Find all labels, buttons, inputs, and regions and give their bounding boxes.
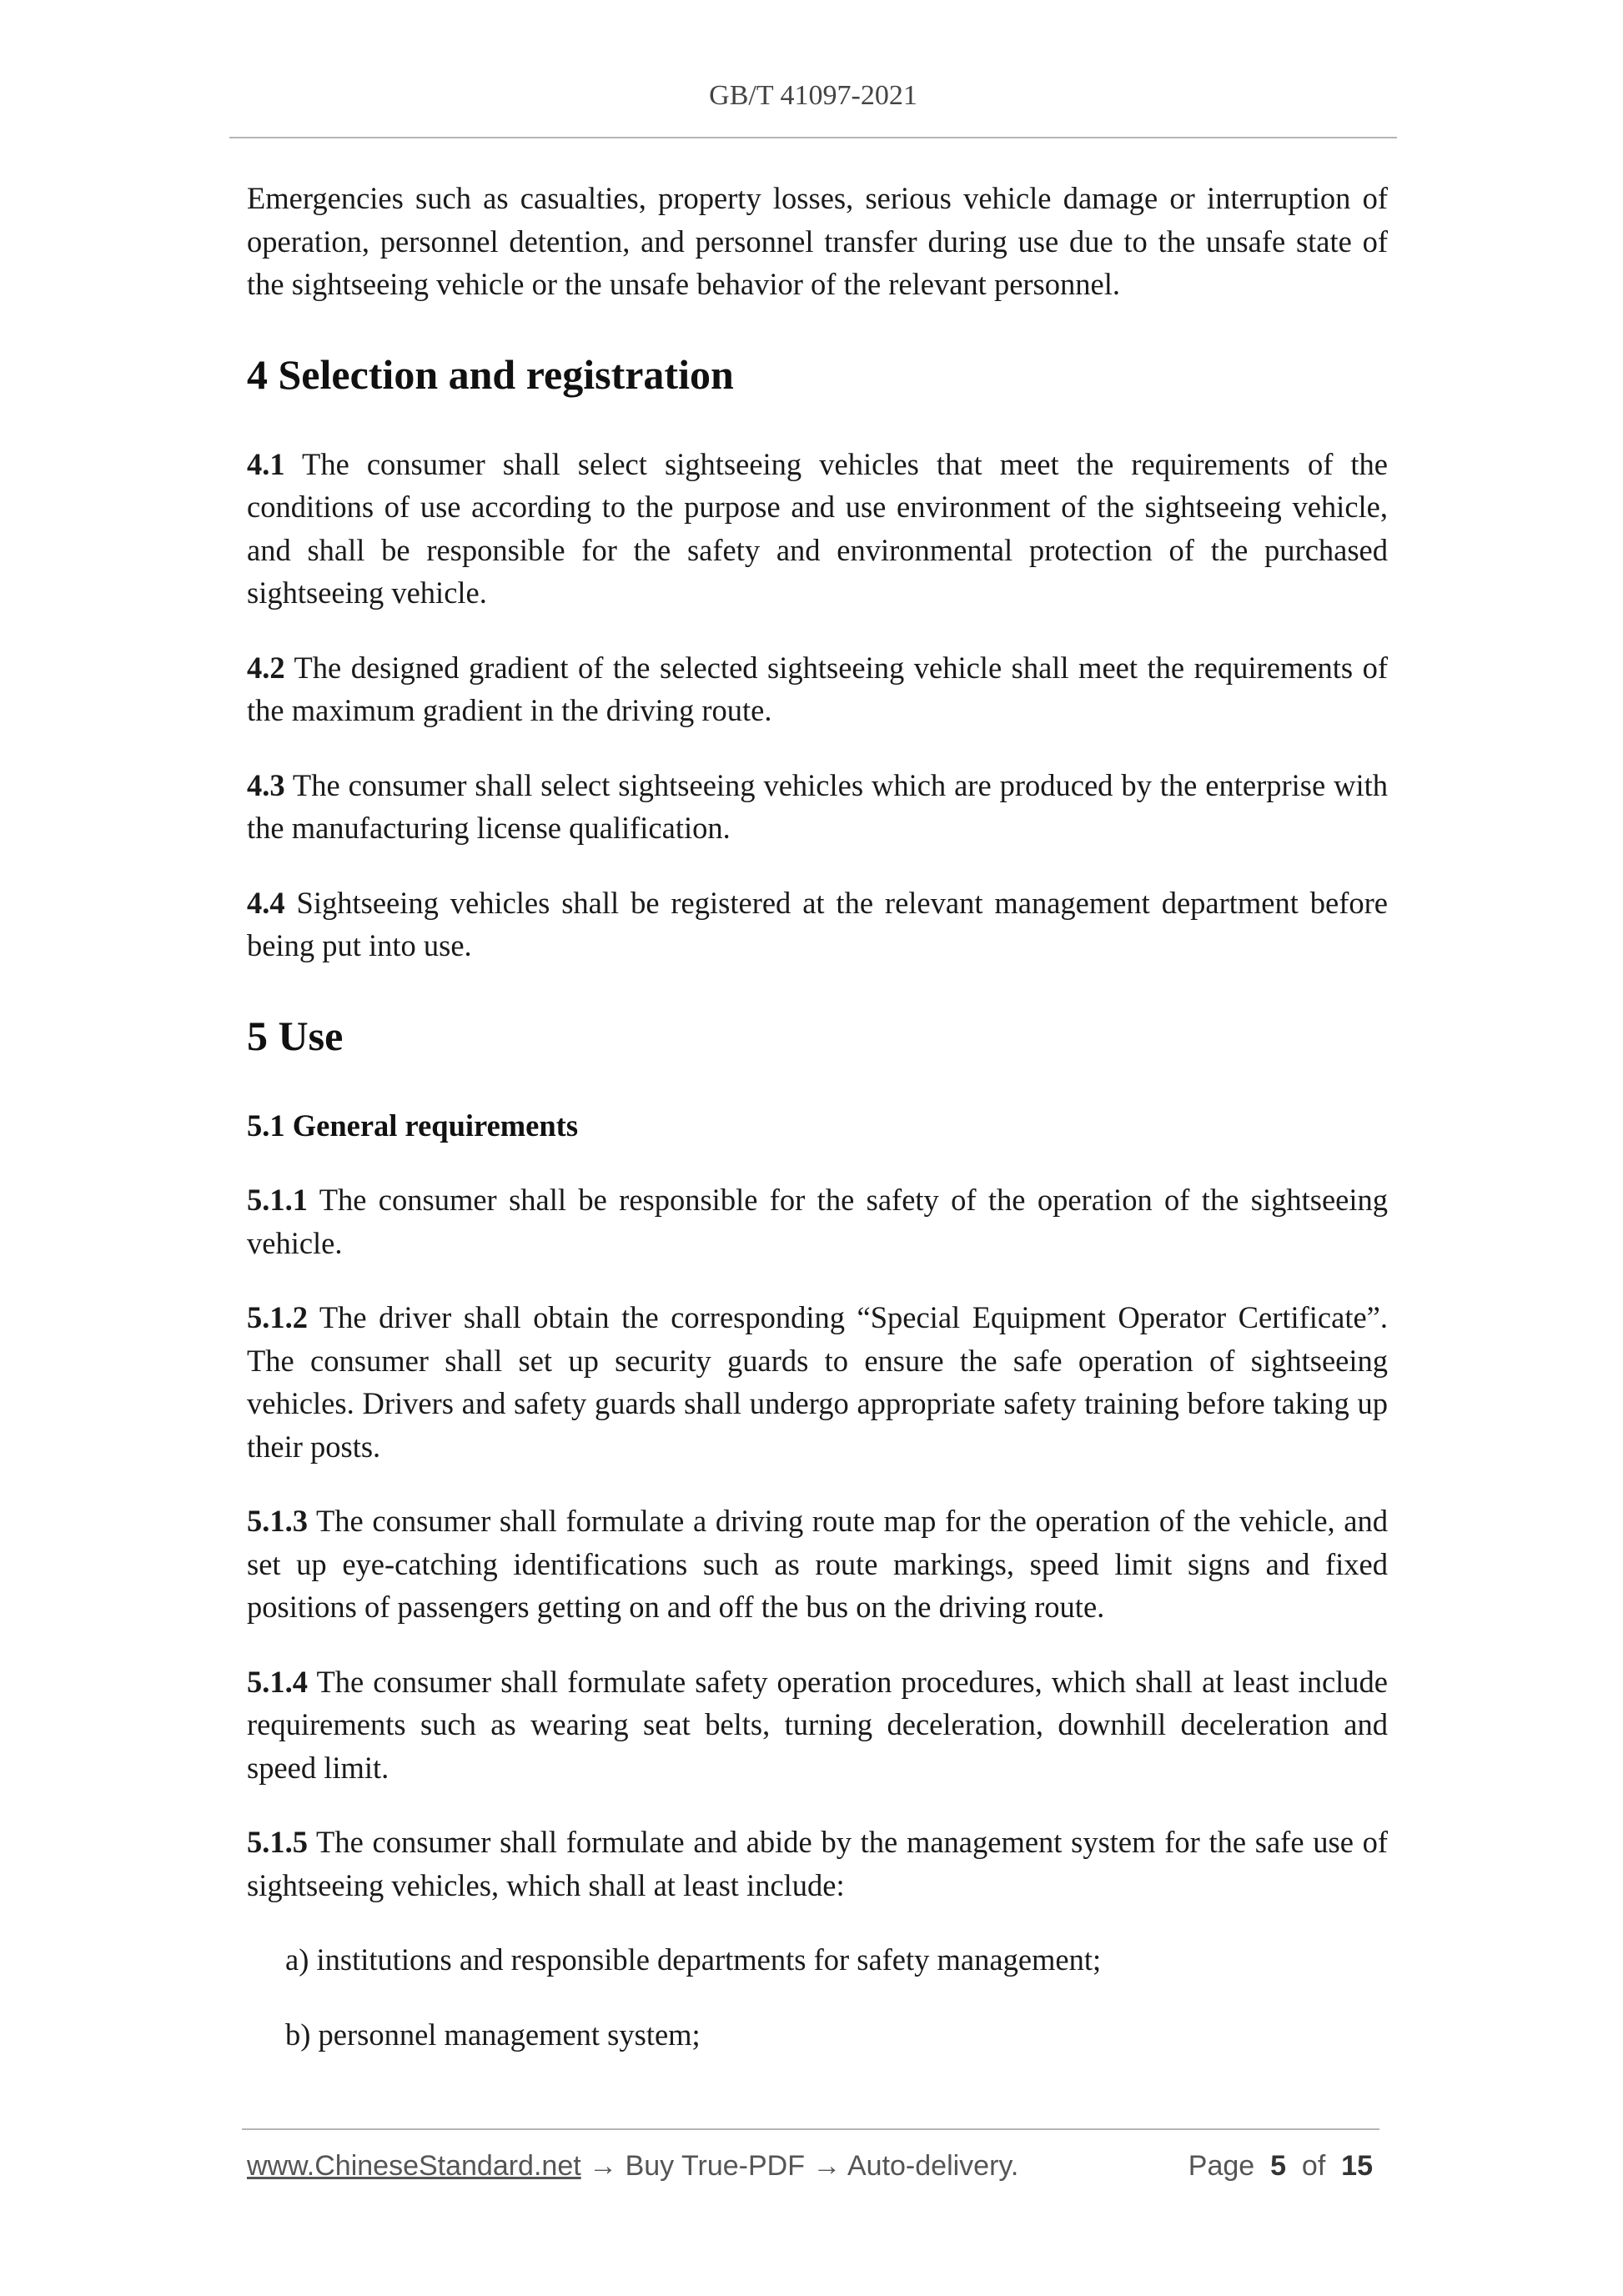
total-page-count: 15 — [1341, 2150, 1373, 2182]
section-5-1-heading: 5.1 General requirements — [247, 1108, 579, 1143]
list-item: b) personnel management system; — [285, 2017, 701, 2052]
clause-4-4 — [247, 882, 1388, 967]
header-divider — [229, 137, 1397, 138]
clause-number: 4.1 — [247, 446, 285, 481]
section-4-heading: 4 Selection and registration — [247, 350, 734, 398]
running-header: GB/T 41097-2021 — [709, 80, 917, 111]
clause-number: 5.1.5 — [247, 1825, 308, 1859]
clause-text: The consumer shall be responsible for the safety of the operation of the sightseeing vehicle. — [247, 1183, 1388, 1260]
footer-promo — [247, 2150, 1018, 2183]
website-link[interactable]: www.ChineseStandard.net — [247, 2150, 581, 2182]
clause-text: The driver shall obtain the corresponding “Special Equipment Operator Certificate”. The consumer shall set up security guards to ensure the safe operation of sightseeing vehicles. Drivers and safety guards shall undergo appropriate safety training before taking up their posts. — [247, 1300, 1388, 1464]
clause-5-1-3 — [247, 1500, 1388, 1629]
clause-text: The consumer shall formulate safety operation procedures, which shall at least include requirements such as wearing seat belts, turning deceleration, downhill deceleration and speed limit. — [247, 1664, 1388, 1785]
footer-promo-text: → Buy True-PDF → Auto-delivery. — [580, 2150, 1019, 2182]
clause-5-1-2 — [247, 1296, 1388, 1468]
clause-text: The consumer shall formulate a driving route map for the operation of the vehicle, and set up eye-catching identifications such as route markings, speed limit signs and fixed positions of passengers getting on and off the bus on the driving route. — [247, 1504, 1388, 1624]
intro-paragraph: Emergencies such as casualties, property losses, serious vehicle damage or interruption of operation, personnel detention, and personnel transfer during use due to the unsafe state of the sightseeing vehicle or the unsafe behavior of the relevant personnel. — [247, 181, 1388, 301]
clause-4-1 — [247, 443, 1388, 615]
clause-4-2 — [247, 646, 1388, 732]
clause-number: 4.3 — [247, 767, 285, 802]
clause-5-1-5 — [247, 1821, 1388, 1907]
clause-text: The consumer shall formulate and abide by the management system for the safe use of sightseeing vehicles, which shall at least include: — [247, 1825, 1388, 1902]
clause-number: 4.4 — [247, 885, 285, 920]
clause-text: Sightseeing vehicles shall be registered at the relevant management department before being put into use. — [247, 885, 1388, 962]
clause-5-1-1 — [247, 1178, 1388, 1264]
clause-number: 4.2 — [247, 650, 285, 685]
page-indicator — [1188, 2150, 1373, 2183]
clause-5-1-4 — [247, 1660, 1388, 1790]
clause-number: 5.1.3 — [247, 1504, 308, 1538]
footer-divider — [242, 2128, 1379, 2130]
clause-4-3 — [247, 764, 1388, 850]
page-content — [247, 177, 1388, 2056]
clause-text: The consumer shall select sightseeing vehicles which are produced by the enterprise with the manufacturing license qualification. — [247, 767, 1389, 845]
clause-number: 5.1.2 — [247, 1300, 308, 1334]
page-label: Page — [1188, 2150, 1255, 2182]
of-label: of — [1301, 2150, 1326, 2182]
clause-number: 5.1.4 — [247, 1664, 308, 1699]
list-item: a) institutions and responsible departments for safety management; — [285, 1942, 1102, 1977]
clause-text: The consumer shall select sightseeing vehicles that meet the requirements of the conditions of use according to the purpose and use environment of the sightseeing vehicle, and shall be responsible for the safety and environmental protection of the purchased sightseeing vehicle. — [247, 446, 1388, 610]
section-5-heading: 5 Use — [247, 1012, 344, 1059]
clause-number: 5.1.1 — [247, 1183, 308, 1217]
clause-text: The designed gradient of the selected sightseeing vehicle shall meet the requirements of the maximum gradient in the driving route. — [247, 650, 1388, 727]
current-page-number: 5 — [1270, 2150, 1286, 2182]
